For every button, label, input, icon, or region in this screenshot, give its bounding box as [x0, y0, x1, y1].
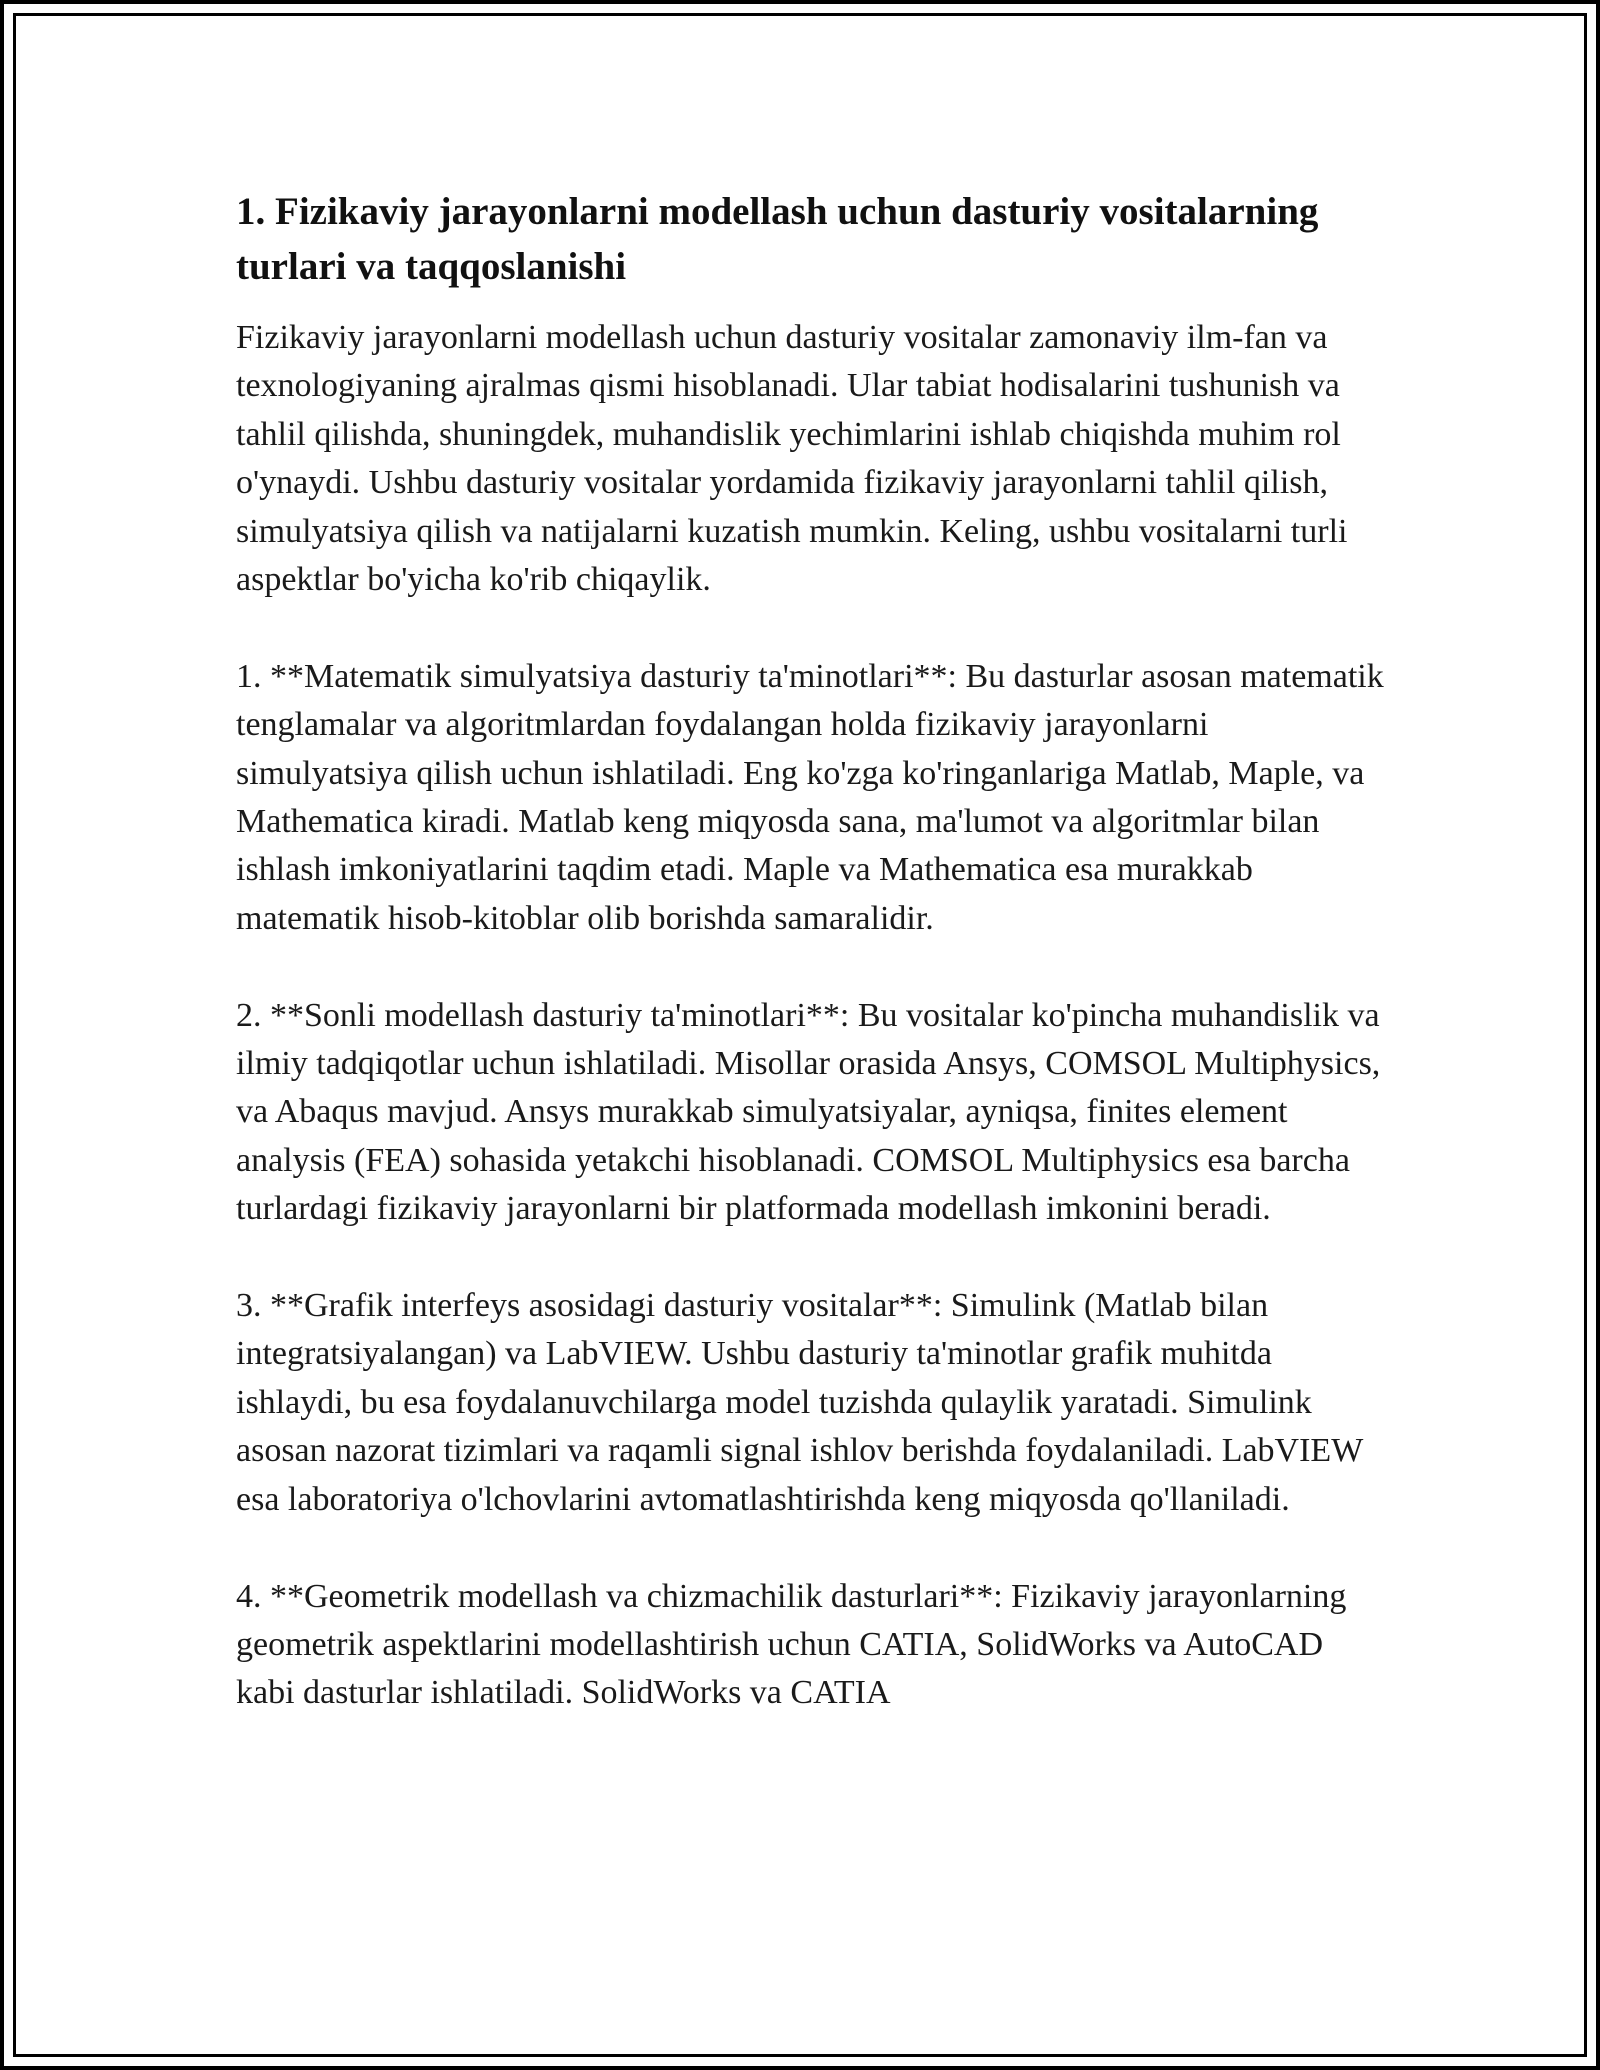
- section-heading: 1. Fizikaviy jarayonlarni modellash uchun dasturiy vositalarning turlari va taqqoslanishi: [236, 190, 1319, 288]
- intro-paragraph: Fizikaviy jarayonlarni modellash uchun dasturiy vositalar zamonaviy ilm-fan va texnologiyaning ajralmas qismi hisoblanadi. Ular tabiat hodisalarini tushunish va tahlil qilishda, shuningdek, muhandislik yechimlarini ishlab chiqishda muhim rol o'ynaydi. Ushbu dasturiy vositalar yordamida fizikaviy jarayonlarni tahlil qilish, simulyatsiya qilish va natijalarni kuzatish mumkin. Keling, ushbu vositalarni turli aspektlar bo'yicha ko'rib chiqaylik.: [236, 319, 1348, 599]
- list-item-graphical-interface: 3. **Grafik interfeys asosidagi dasturiy vositalar**: Simulink (Matlab bilan integratsiyalangan) va LabVIEW. Ushbu dasturiy ta'minotlar grafik muhitda ishlaydi, bu esa foydalanuvchilarga model tuzishda qulaylik yaratadi. Simulink asosan nazorat tizimlari va raqamli signal ishlov berishda foydalaniladi. LabVIEW esa laboratoriya o'lchovlarini avtomatlashtirishda keng miqyosda qo'llaniladi.: [236, 1287, 1363, 1518]
- list-item-math-simulation: 1. **Matematik simulyatsiya dasturiy ta'minotlari**: Bu dasturlar asosan matematik tenglamalar va algoritmlardan foydalangan holda fizikaviy jarayonlarni simulyatsiya qilish uchun ishlatiladi. Eng ko'zga ko'ringanlariga Matlab, Maple, va Mathematica kiradi. Matlab keng miqyosda sana, ma'lumot va algoritmlar bilan ishlash imkoniyatlarini taqdim etadi. Maple va Mathematica esa murakkab matematik hisob-kitoblar olib borishda samaralidir.: [236, 657, 1384, 937]
- list-item-geometric-modeling: 4. **Geometrik modellash va chizmachilik dasturlari**: Fizikaviy jarayonlarning geometrik aspektlarini modellashtirish uchun CATIA, SolidWorks va AutoCAD kabi dasturlar ishlatiladi. SolidWorks va CATIA: [236, 1577, 1347, 1712]
- list-item-numerical-modeling: 2. **Sonli modellash dasturiy ta'minotlari**: Bu vositalar ko'pincha muhandislik va ilmiy tadqiqotlar uchun ishlatiladi. Misollar orasida Ansys, COMSOL Multiphysics, va Abaqus mavjud. Ansys murakkab simulyatsiyalar, ayniqsa, finites element analysis (FEA) sohasida yetakchi hisoblanadi. COMSOL Multiphysics esa barcha turlardagi fizikaviy jarayonlarni bir platformada modellash imkonini beradi.: [236, 996, 1381, 1228]
- document-content: [236, 184, 1386, 1766]
